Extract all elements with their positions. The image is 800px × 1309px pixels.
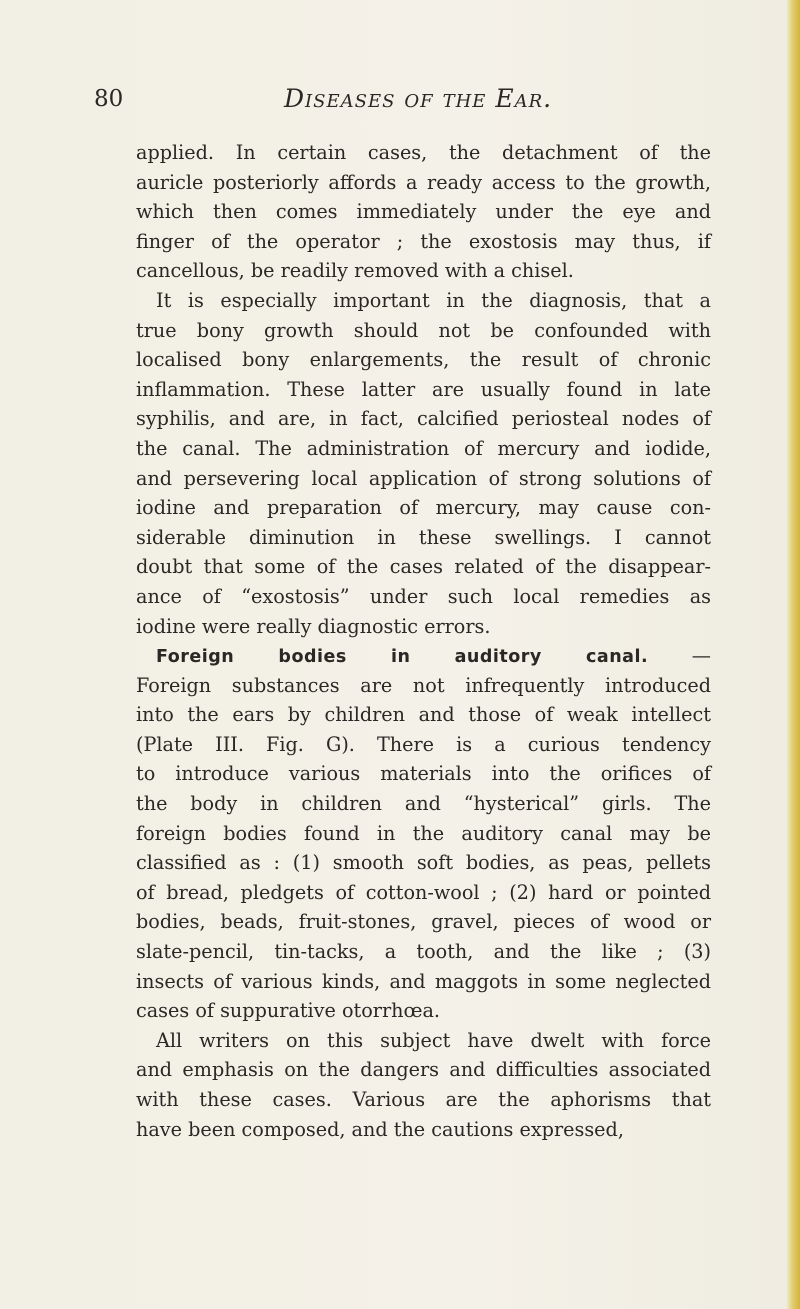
line-text: localised bony enlargements, the result of chronic: [136, 348, 711, 372]
body-text: [136, 138, 711, 1144]
line-text: insects of various kinds, and maggots in some neglected: [136, 969, 711, 993]
text-line: [136, 375, 711, 405]
line-text: to introduce various materials into the orifices of: [136, 762, 711, 786]
running-head: Diseases of the Ear.: [284, 84, 553, 113]
line-text: have been composed, and the cautions expressed,: [136, 1117, 624, 1141]
text-line: [136, 907, 711, 937]
text-line: [136, 434, 711, 464]
text-line: [136, 878, 711, 908]
text-line: [136, 848, 711, 878]
text-line: [136, 641, 711, 671]
line-text: true bony growth should not be confounded with: [136, 318, 711, 342]
text-line: [136, 1055, 711, 1085]
line-text: inflammation. These latter are usually found in late: [136, 377, 711, 401]
text-line: [136, 404, 711, 434]
text-line: [136, 700, 711, 730]
line-text: —: [648, 644, 711, 668]
text-line: [136, 582, 711, 612]
line-text: slate-pencil, tin-tacks, a tooth, and the like ; (3): [136, 940, 711, 964]
line-text: the body in children and “hysterical” girls. The: [136, 792, 711, 816]
page-number: 80: [94, 86, 124, 112]
line-text: into the ears by children and those of weak intellect: [136, 703, 711, 727]
page-header: [94, 86, 734, 126]
text-line: [136, 523, 711, 553]
page-edge: [786, 0, 800, 1309]
line-text: classified as : (1) smooth soft bodies, as peas, pellets: [136, 851, 711, 875]
line-text: which then comes immediately under the eye and: [136, 200, 711, 224]
text-line: [136, 316, 711, 346]
line-text: applied. In certain cases, the detachment of the: [136, 141, 711, 164]
text-line: [136, 345, 711, 375]
text-line: [136, 552, 711, 582]
text-line: [136, 168, 711, 198]
text-line: [136, 464, 711, 494]
text-line: [136, 819, 711, 849]
line-text: (Plate III. Fig. G). There is a curious tendency: [136, 732, 711, 756]
line-text: bodies, beads, fruit-stones, gravel, pieces of wood or: [136, 910, 711, 934]
text-line: [136, 286, 711, 316]
line-text: the canal. The administration of mercury and iodide,: [136, 436, 711, 460]
text-line: [136, 227, 711, 257]
text-line: [136, 256, 711, 286]
line-text: cancellous, be readily removed with a chisel.: [136, 259, 574, 283]
text-line: [136, 1026, 711, 1056]
text-line: [136, 1085, 711, 1115]
line-text: and persevering local application of strong solutions of: [136, 466, 711, 490]
line-text: cases of suppurative otorrhœa.: [136, 999, 440, 1023]
text-line: [136, 197, 711, 227]
line-text: Foreign substances are not infrequently introduced: [136, 673, 711, 697]
text-line: [136, 671, 711, 701]
text-line: [136, 789, 711, 819]
line-text: iodine and preparation of mercury, may cause con-: [136, 496, 711, 520]
line-text: ance of “exostosis” under such local remedies as: [136, 584, 711, 608]
text-line: [136, 996, 711, 1026]
section-heading: Foreign bodies in auditory canal.: [156, 647, 649, 668]
line-text: doubt that some of the cases related of the disappear-: [136, 555, 711, 579]
line-text: siderable diminution in these swellings. I cannot: [136, 525, 711, 549]
line-text: with these cases. Various are the aphorisms that: [136, 1088, 711, 1111]
text-line: [136, 730, 711, 760]
line-text: finger of the operator ; the exostosis may thus, if: [136, 229, 711, 253]
line-text: of bread, pledgets of cotton-wool ; (2) hard or pointed: [136, 880, 711, 904]
text-line: [136, 493, 711, 523]
line-text: It is especially important in the diagnosis, that a: [156, 288, 711, 312]
text-line: [136, 937, 711, 967]
text-line: [136, 967, 711, 997]
line-text: and emphasis on the dangers and difficulties associated: [136, 1058, 711, 1082]
line-text: iodine were really diagnostic errors.: [136, 614, 491, 638]
text-line: [136, 759, 711, 789]
text-line: [136, 612, 711, 642]
line-text: syphilis, and are, in fact, calcified periosteal nodes of: [136, 407, 711, 431]
line-text: foreign bodies found in the auditory canal may be: [136, 821, 711, 845]
text-line: [136, 1115, 711, 1145]
line-text: auricle posteriorly affords a ready access to the growth,: [136, 170, 711, 194]
text-line: [136, 138, 711, 168]
line-text: All writers on this subject have dwelt with force: [156, 1028, 711, 1052]
